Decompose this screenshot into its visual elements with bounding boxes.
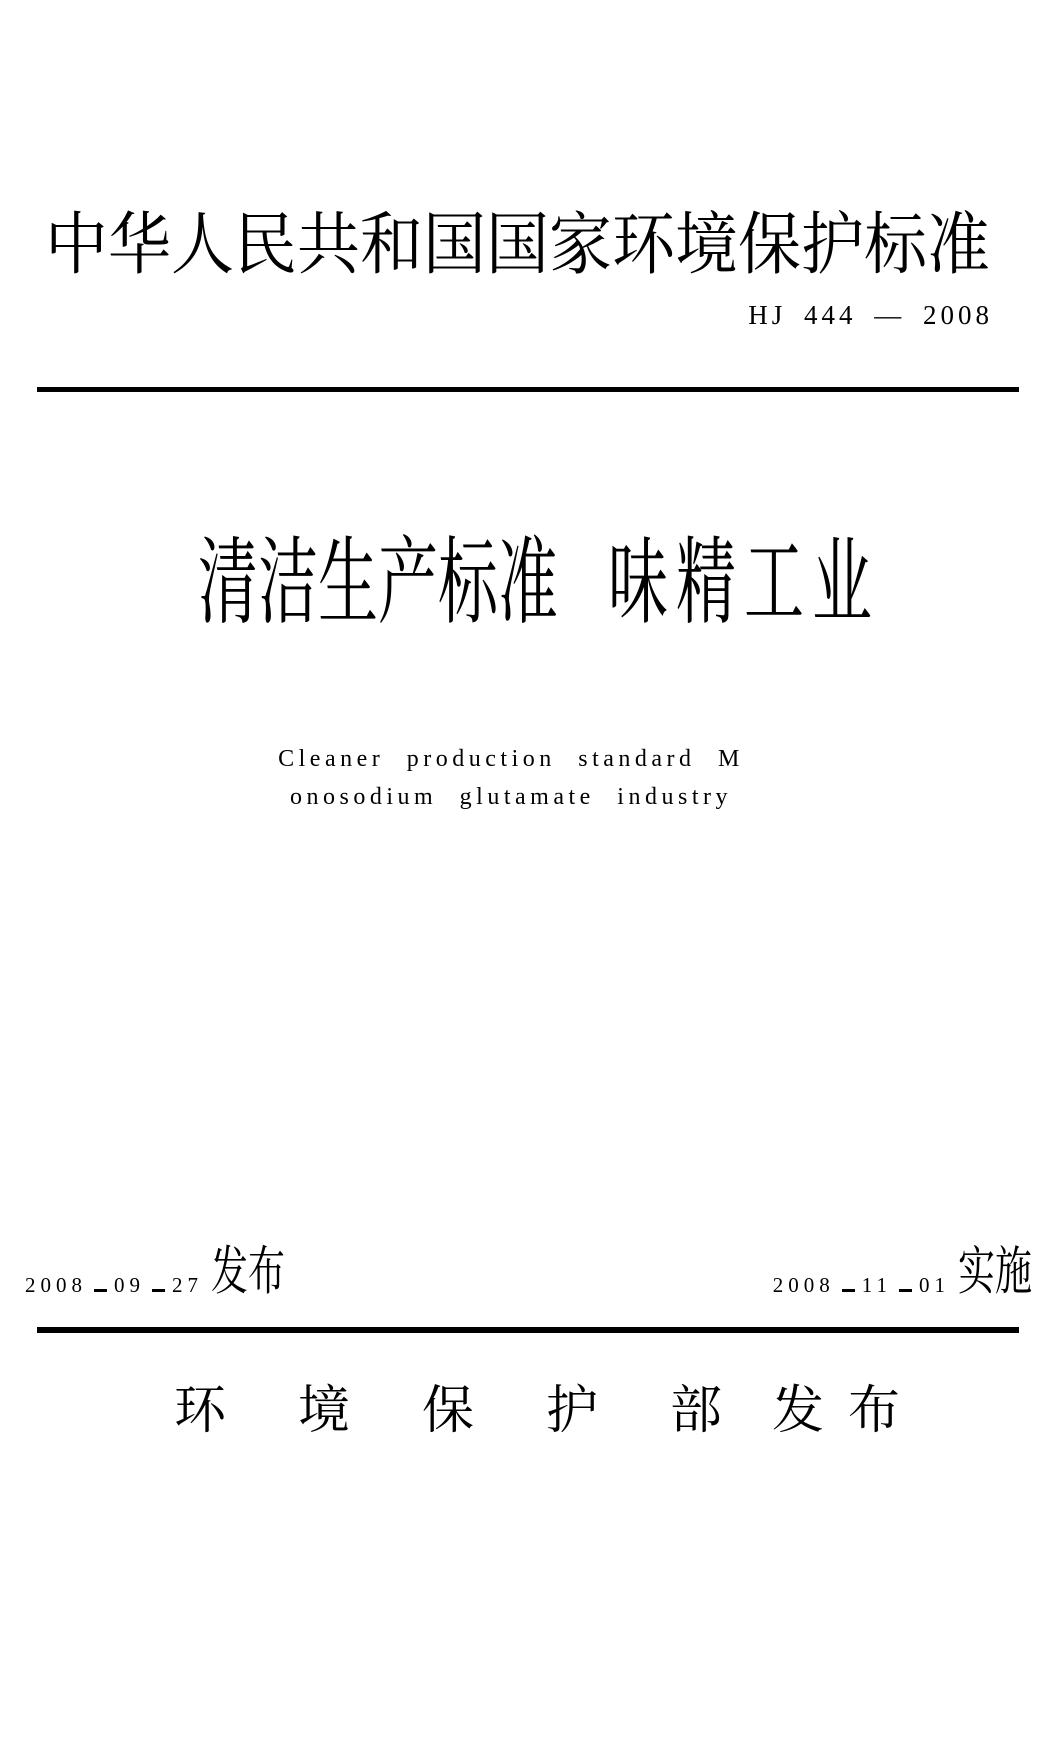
issue-day: 27: [172, 1273, 203, 1297]
implement-month: 11: [861, 1273, 892, 1297]
issue-year: 2008: [25, 1273, 87, 1297]
english-subtitle-line2: onosodium glutamate industry: [290, 784, 732, 810]
implement-year: 2008: [772, 1273, 835, 1297]
date-separator-dash: [94, 1289, 107, 1292]
publisher-ministry-name: 环境保护部: [173, 1383, 794, 1440]
date-separator-dash: [152, 1289, 165, 1292]
issue-month: 09: [114, 1273, 145, 1297]
implementation-date-row: [772, 1243, 1032, 1302]
national-standard-heading: 中华人民共和国国家环境保护标准: [45, 207, 990, 283]
implement-day: 01: [919, 1273, 950, 1297]
issue-label: 发布: [211, 1243, 285, 1302]
issue-date-row: [25, 1243, 285, 1302]
english-subtitle-line1: Cleaner production standard M: [278, 746, 744, 772]
date-separator-dash: [899, 1289, 912, 1292]
document-title-part1: 清洁生产标准: [198, 531, 558, 636]
bottom-divider-rule: [37, 1327, 1019, 1333]
document-title-part2: 味精工业: [608, 531, 880, 636]
document-title: [14, 531, 1050, 636]
date-separator-dash: [842, 1289, 855, 1292]
publisher-line: [173, 1383, 925, 1440]
standard-number: HJ 444 — 2008: [748, 300, 993, 330]
publisher-action-label: 发布: [772, 1383, 925, 1440]
implement-label: 实施: [958, 1243, 1032, 1302]
top-divider-rule: [37, 387, 1019, 392]
